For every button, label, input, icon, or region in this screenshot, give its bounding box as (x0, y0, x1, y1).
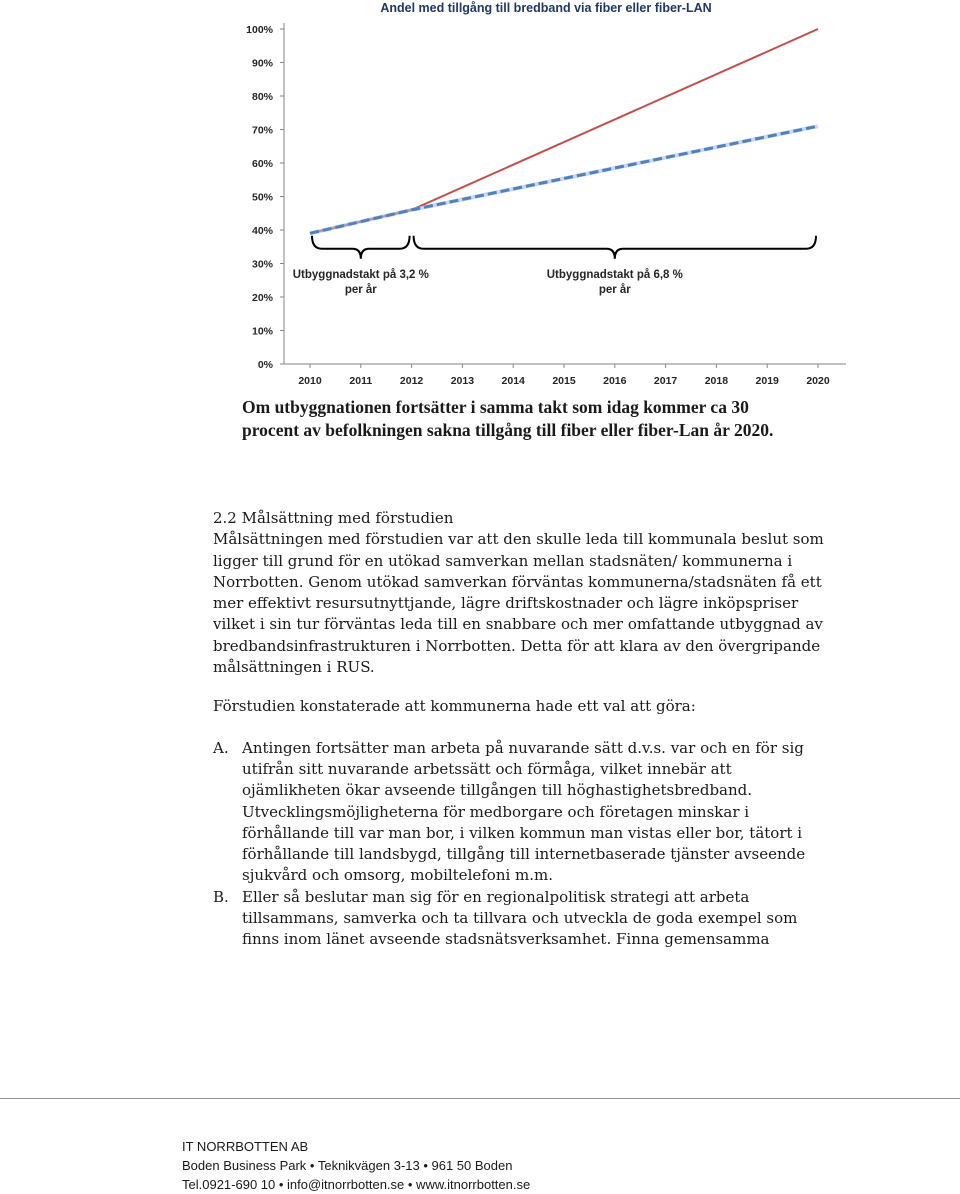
y-tick-label: 40% (251, 225, 273, 237)
text-line: finns inom länet avseende stadsnätsverksamhet. Finna gemensamma (242, 930, 770, 949)
text-line: ojämlikheten ökar avseende tillgången till höghastighetsbredband. (242, 781, 753, 800)
x-tick-label: 2020 (806, 375, 830, 387)
x-tick-label: 2014 (501, 375, 525, 387)
paragraph-choice-intro: Förstudien konstaterade att kommunerna hade ett val att göra: (213, 697, 696, 716)
text-line: tillsammans, samverka och ta tillvara och utveckla de goda exempel som (242, 909, 798, 928)
text-line: Eller så beslutar man sig för en regionalpolitisk strategi att arbeta (242, 887, 750, 906)
x-tick-label: 2019 (755, 375, 779, 387)
annotation-label: Utbyggnadstakt på 6,8 % (546, 268, 683, 281)
footer-address: Boden Business Park • Teknikvägen 3-13 • 961 50 Boden (182, 1158, 513, 1173)
page-footer (182, 1137, 530, 1194)
paragraph-goal (213, 529, 933, 678)
list-marker: A. (213, 738, 229, 757)
y-tick-label: 60% (251, 158, 273, 170)
section-2-2 (213, 508, 933, 951)
x-tick-label: 2013 (450, 375, 475, 387)
y-tick-label: 70% (251, 124, 273, 137)
text-line: mer effektivt resursutnyttjande, lägre driftskostnader och lägre inköpspriser (213, 594, 799, 613)
text-line: sjukvård och omsorg, mobiltelefoni m.m. (242, 866, 554, 885)
section-heading: 2.2 Målsättning med förstudien (213, 509, 454, 527)
x-tick-label: 2016 (603, 375, 627, 387)
annotation-label: per år (598, 283, 631, 296)
x-tick-label: 2018 (704, 375, 729, 387)
y-tick-label: 90% (251, 57, 273, 70)
x-tick-label: 2011 (349, 375, 373, 387)
y-tick-label: 30% (251, 258, 273, 271)
list-item-a (213, 738, 933, 887)
text-line: målsättningen i RUS. (213, 658, 375, 677)
y-axis (246, 23, 284, 371)
annotation-label: per år (344, 283, 377, 296)
chart-series (310, 29, 818, 233)
text-line: Norrbotten. Genom utökad samverkan förväntas kommunerna/stadsnäten få ett (213, 572, 822, 591)
text-line: förhållande till var man bor, i vilken kommun man vistas eller bor, tätort i (242, 823, 803, 842)
y-tick-label: 100% (246, 24, 273, 36)
text-line: bredbandsinfrastrukturen i Norrbotten. Detta för att klara av den övergripande (213, 636, 821, 655)
text-line: vilket i sin tur förväntas leda till en snabbare och mer omfattande utbyggnad av (213, 615, 823, 634)
chart-annotations (293, 236, 816, 296)
x-tick-label: 2012 (399, 375, 424, 387)
text-line: förhållande till landsbygd, tillgång till internetbaserade tjänster avseende (242, 845, 806, 864)
x-tick-label: 2015 (552, 375, 576, 387)
y-tick-label: 10% (251, 325, 273, 338)
series-line (310, 29, 818, 233)
y-tick-label: 20% (251, 292, 273, 304)
x-tick-label: 2010 (298, 375, 322, 387)
chart-title: Andel med tillgång till bredband via fiber eller fiber-LAN (380, 1, 712, 15)
caption-line: Om utbyggnationen fortsätter i samma takt som idag kommer ca 30 (242, 397, 749, 417)
fiber-access-chart (240, 0, 860, 392)
x-axis (284, 364, 846, 387)
y-tick-label: 80% (251, 91, 273, 103)
y-tick-label: 50% (251, 191, 273, 204)
x-tick-label: 2017 (653, 375, 678, 387)
y-tick-label: 0% (257, 359, 273, 371)
chart-caption (242, 396, 842, 442)
text-line: Utvecklingsmöjligheterna för medborgare och företagen minskar i (242, 802, 750, 821)
list-marker: B. (213, 887, 229, 906)
list-item-b (213, 887, 933, 951)
footer-divider (0, 1098, 960, 1099)
text-line: ligger till grund för en utökad samverkan mellan stadsnäten/ kommunerna i (213, 551, 793, 570)
annotation-brace (312, 236, 410, 259)
annotation-brace (414, 236, 816, 259)
text-line: utifrån sitt nuvarande arbetssätt och förmåga, vilket innebär att (242, 759, 732, 778)
footer-contact: Tel.0921-690 10 • info@itnorrbotten.se • www.itnorrbotten.se (182, 1177, 531, 1192)
footer-company: IT NORRBOTTEN AB (182, 1139, 309, 1154)
annotation-label: Utbyggnadstakt på 3,2 % (292, 268, 429, 281)
text-line: Antingen fortsätter man arbeta på nuvarande sätt d.v.s. var och en för sig (242, 738, 804, 757)
choice-list (213, 738, 933, 951)
caption-line: procent av befolkningen sakna tillgång till fiber eller fiber-Lan år 2020. (242, 420, 774, 440)
text-line: Målsättningen med förstudien var att den skulle leda till kommunala beslut som (213, 530, 824, 549)
